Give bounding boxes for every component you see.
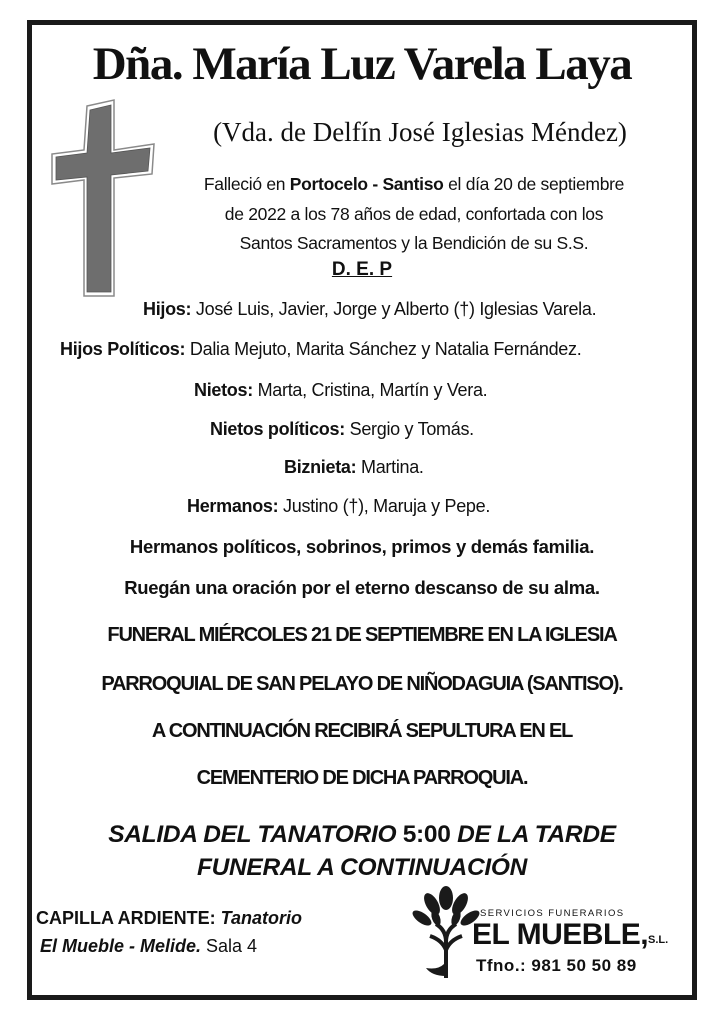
funeral-line-1: FUNERAL MIÉRCOLES 21 DE SEPTIEMBRE EN LA IGLESIA	[107, 624, 617, 646]
logo-suffix: S.L.	[648, 934, 669, 946]
deceased-name: Dña. María Luz Varela Laya	[92, 38, 632, 90]
death-line-3: Santos Sacramentos y la Bendición de su S.S.	[239, 233, 589, 253]
chapel-line-1	[36, 904, 302, 932]
funeral-home-logo	[410, 882, 680, 982]
departure-text-end: DE LA TARDE	[450, 821, 616, 848]
family-label: Biznieta:	[284, 457, 357, 477]
chapel-line-2	[36, 932, 302, 960]
chapel-place: Tanatorio	[215, 908, 303, 928]
departure-text: SALIDA DEL TANATORIO	[108, 821, 403, 848]
family-great-granddaughter	[284, 457, 424, 478]
death-text: Falleció en	[203, 174, 290, 194]
funeral-line-2: PARROQUIAL DE SAN PELAYO DE NIÑODAGUIA (SANTISO).	[101, 673, 623, 695]
tree-of-hands-icon	[412, 884, 480, 978]
family-label: Hijos Políticos:	[60, 339, 186, 359]
family-label: Nietos:	[194, 380, 253, 400]
family-value: Dalia Mejuto, Marita Sánchez y Natalia Fernández.	[185, 339, 582, 359]
chapel-info	[36, 904, 302, 960]
cross-icon	[50, 98, 156, 298]
family-grandchildren-in-law	[210, 419, 474, 440]
family-value: Martina.	[356, 457, 424, 477]
logo-name: EL MUEBLE,	[472, 918, 649, 951]
death-line-2: de 2022 a los 78 años de edad, confortada con los	[224, 204, 604, 224]
departure-time: 5:00	[402, 821, 451, 848]
family-label: Nietos políticos:	[210, 419, 345, 439]
death-date: el día 20 de septiembre	[443, 174, 625, 194]
prayer-line: Ruegán una oración por el eterno descanso de su alma.	[124, 577, 600, 598]
family-value: Marta, Cristina, Martín y Vera.	[252, 380, 488, 400]
logo-phone: Tfno.: 981 50 50 89	[476, 956, 637, 975]
family-value: José Luis, Javier, Jorge y Alberto (†) Iglesias Varela.	[191, 299, 597, 319]
family-siblings	[187, 496, 490, 517]
relatives-line: Hermanos políticos, sobrinos, primos y demás familia.	[129, 536, 595, 557]
family-grandchildren	[194, 380, 487, 401]
funeral-line-4: CEMENTERIO DE DICHA PARROQUIA.	[196, 767, 528, 789]
widow-of: (Vda. de Delfín José Iglesias Méndez)	[213, 117, 627, 147]
family-label: Hijos:	[143, 299, 192, 319]
family-in-laws	[60, 339, 581, 360]
family-label: Hermanos:	[187, 496, 279, 516]
funeral-line-3: A CONTINUACIÓN RECIBIRÁ SEPULTURA EN EL	[151, 720, 573, 742]
family-value: Sergio y Tomás.	[344, 419, 474, 439]
chapel-label: CAPILLA ARDIENTE:	[36, 908, 216, 928]
logo-tagline: SERVICIOS FUNERARIOS	[480, 908, 625, 919]
dep-heading: D. E. P	[331, 259, 393, 280]
death-line-1	[164, 170, 664, 198]
death-place: Portocelo - Santiso	[289, 174, 444, 194]
family-sons	[143, 299, 596, 320]
chapel-room: Sala 4	[201, 936, 258, 956]
chapel-place-2: El Mueble - Melide.	[40, 936, 202, 956]
departure-line-1	[30, 819, 694, 851]
family-value: Justino (†), Maruja y Pepe.	[278, 496, 491, 516]
departure-line-2: FUNERAL A CONTINUACIÓN	[196, 854, 528, 881]
